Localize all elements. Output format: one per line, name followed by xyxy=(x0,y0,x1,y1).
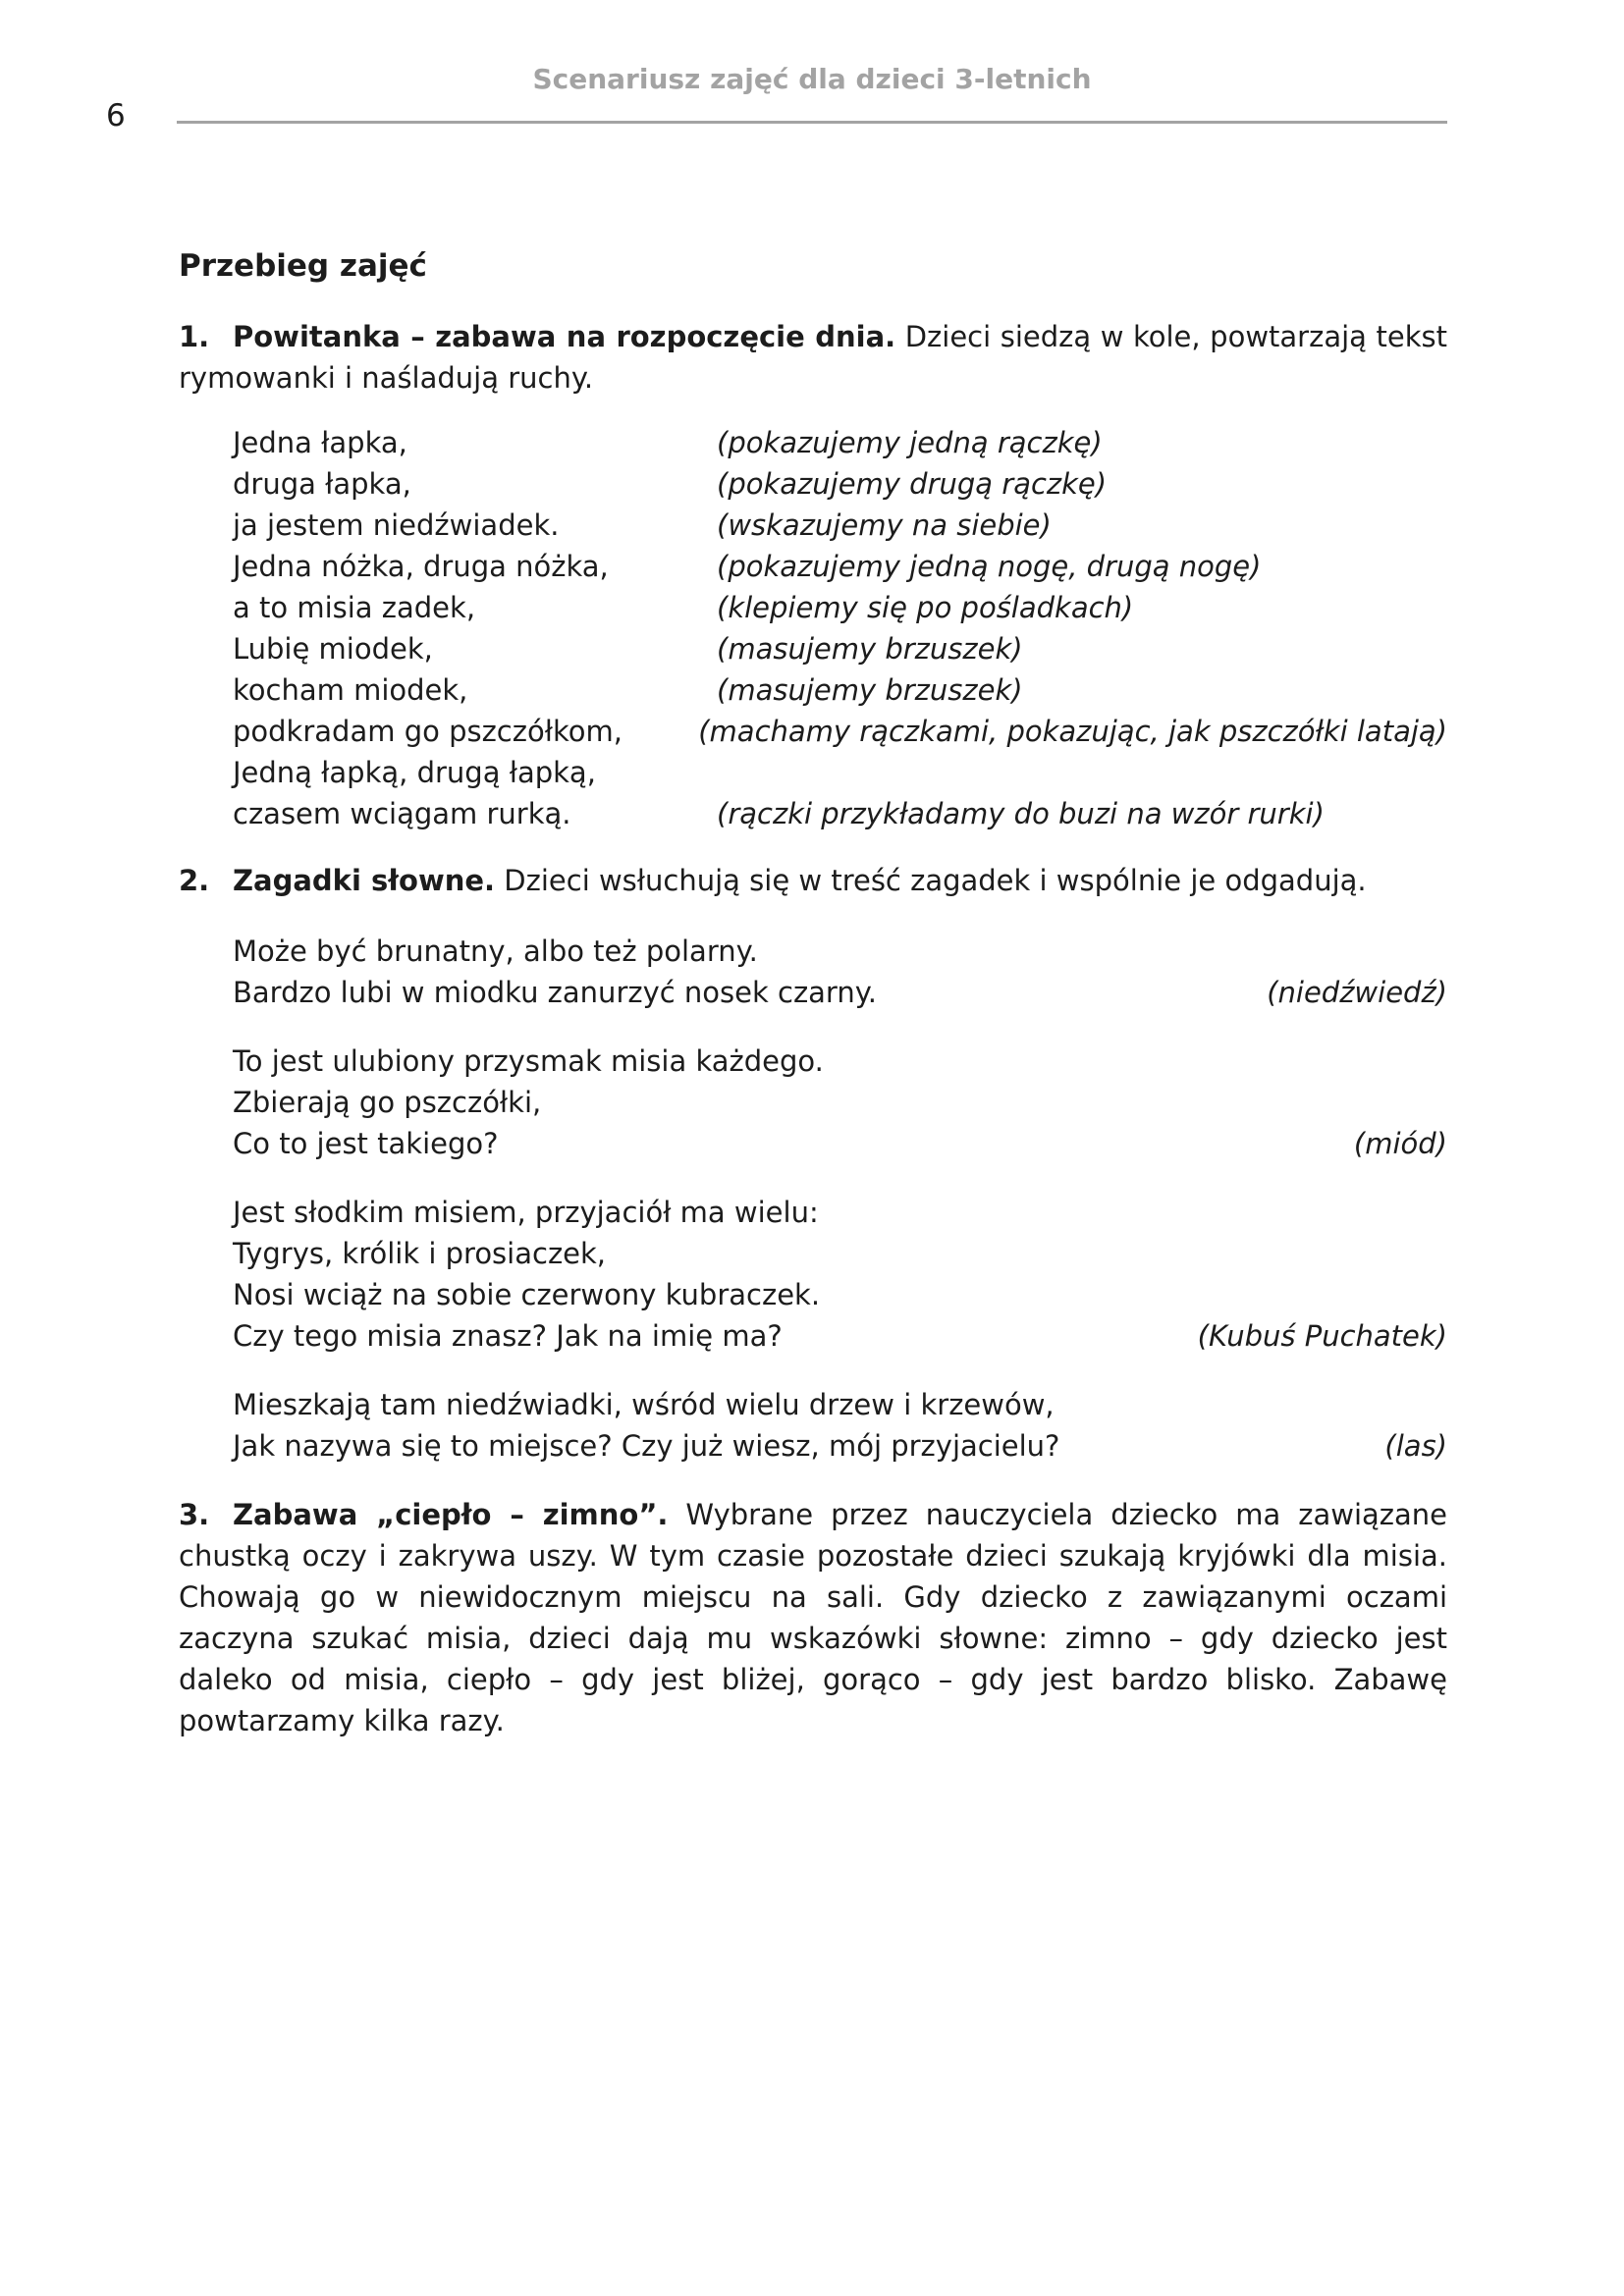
rhyme-action: (klepiemy się po pośladkach) xyxy=(717,591,1134,624)
riddle xyxy=(233,1384,1447,1467)
page-number: 6 xyxy=(106,98,126,133)
riddle-line xyxy=(233,1082,1447,1123)
rhyme-verse: Lubię miodek, xyxy=(233,632,433,666)
rhyme-verse: druga łapka, xyxy=(233,467,411,501)
rhyme-line xyxy=(233,711,1447,752)
riddle-line xyxy=(233,1425,1447,1467)
rhyme-action: (rączki przykładamy do buzi na wzór rurki) xyxy=(717,797,1325,830)
riddle-line xyxy=(233,1274,1447,1315)
riddles-block xyxy=(179,931,1447,1467)
rhyme-line xyxy=(233,422,1447,463)
riddle xyxy=(233,931,1447,1013)
step-number: 2. xyxy=(179,864,210,897)
riddle-text: Może być brunatny, albo też polarny. xyxy=(233,934,758,968)
riddle-text: Nosi wciąż na sobie czerwony kubraczek. xyxy=(233,1278,821,1311)
riddle-text: Czy tego misia znasz? Jak na imię ma? xyxy=(233,1319,783,1353)
riddle-line xyxy=(233,972,1447,1013)
rhyme-line xyxy=(233,752,1447,793)
riddle-line xyxy=(233,931,1447,972)
riddle-answer: (niedźwiedź) xyxy=(1267,976,1447,1009)
rhyme-action: (machamy rączkami, pokazując, jak pszczółki latają) xyxy=(698,715,1447,748)
step-text: Dzieci wsłuchują się w treść zagadek i wspólnie je odgadują. xyxy=(495,864,1367,897)
rhyme-line xyxy=(233,546,1447,587)
running-header: Scenariusz zajęć dla dzieci 3-letnich xyxy=(532,63,1092,95)
step-number: 3. xyxy=(179,1498,210,1531)
riddle-line xyxy=(233,1123,1447,1164)
rhyme-verse: Jedna łapka, xyxy=(233,426,407,459)
riddle-line xyxy=(233,1041,1447,1082)
step-text: Dzieci siedzą w kole, powtarzają tekst rymowanki i naśladują ruchy. xyxy=(179,320,1447,395)
rhyme-action: (pokazujemy jedną rączkę) xyxy=(717,426,1103,459)
riddle-line xyxy=(233,1233,1447,1274)
rhyme-line xyxy=(233,587,1447,628)
rhyme-line xyxy=(233,463,1447,505)
riddle-text: Bardzo lubi w miodku zanurzyć nosek czarny. xyxy=(233,976,877,1009)
riddle-answer: (Kubuś Puchatek) xyxy=(1197,1319,1447,1353)
rhyme-action: (pokazujemy drugą rączkę) xyxy=(717,467,1108,501)
rhyme-line xyxy=(233,505,1447,546)
rhyme-verse: podkradam go pszczółkom, xyxy=(233,715,623,748)
step-title: Zabawa „ciepło – zimno”. xyxy=(233,1498,669,1531)
header-rule xyxy=(177,121,1447,124)
step-title: Zagadki słowne. xyxy=(233,864,496,897)
riddle-text: Jak nazywa się to miejsce? Czy już wiesz, mój przyjacielu? xyxy=(233,1429,1060,1463)
rhyme-verse: czasem wciągam rurką. xyxy=(233,797,571,830)
step-1 xyxy=(179,316,1447,399)
step-3 xyxy=(179,1494,1447,1741)
riddle-line xyxy=(233,1192,1447,1233)
rhyme-verse: Jedna nóżka, druga nóżka, xyxy=(233,550,609,583)
page-content xyxy=(179,245,1447,1765)
step-text: Wybrane przez nauczyciela dziecko ma zawiązane chustką oczy i zakrywa uszy. W tym czasie pozostałe dzieci szukają kryjówki dla misia. Chowają go w niewidocznym miejscu na sali. Gdy dziecko z zawiązanymi oczami zaczyna szukać misia, dzieci dają mu wskazówki słowne: zimno – gdy dziecko jest daleko od misia, ciepło – gdy jest bliżej, gorąco – gdy jest bardzo blisko. Zabawę powtarzamy kilka razy. xyxy=(179,1498,1447,1737)
rhyme-line xyxy=(233,628,1447,669)
riddle-text: Co to jest takiego? xyxy=(233,1127,499,1160)
riddle-text: Jest słodkim misiem, przyjaciół ma wielu: xyxy=(233,1196,819,1229)
step-title: Powitanka – zabawa na rozpoczęcie dnia. xyxy=(233,320,896,353)
section-title: Przebieg zajęć xyxy=(179,248,427,284)
riddle-answer: (miód) xyxy=(1353,1127,1447,1160)
rhyme-action: (wskazujemy na siebie) xyxy=(717,508,1052,542)
riddle-text: Mieszkają tam niedźwiadki, wśród wielu drzew i krzewów, xyxy=(233,1388,1055,1421)
riddle-line xyxy=(233,1315,1447,1357)
riddle-text: To jest ulubiony przysmak misia każdego. xyxy=(233,1044,824,1078)
step-2 xyxy=(179,860,1447,901)
riddle-text: Tygrys, królik i prosiaczek, xyxy=(233,1237,607,1270)
rhyme-verse: ja jestem niedźwiadek. xyxy=(233,508,560,542)
rhyme-block xyxy=(233,422,1447,834)
riddle-text: Zbierają go pszczółki, xyxy=(233,1086,542,1119)
rhyme-verse: Jedną łapką, drugą łapką, xyxy=(233,756,596,789)
riddle-answer: (las) xyxy=(1384,1429,1447,1463)
rhyme-verse: kocham miodek, xyxy=(233,673,468,707)
riddle xyxy=(233,1192,1447,1357)
step-number: 1. xyxy=(179,320,210,353)
rhyme-action: (masujemy brzuszek) xyxy=(717,632,1023,666)
riddle xyxy=(233,1041,1447,1164)
rhyme-action: (masujemy brzuszek) xyxy=(717,673,1023,707)
rhyme-line xyxy=(233,793,1447,834)
rhyme-action: (pokazujemy jedną nogę, drugą nogę) xyxy=(717,550,1262,583)
rhyme-line xyxy=(233,669,1447,711)
riddle-line xyxy=(233,1384,1447,1425)
rhyme-verse: a to misia zadek, xyxy=(233,591,476,624)
